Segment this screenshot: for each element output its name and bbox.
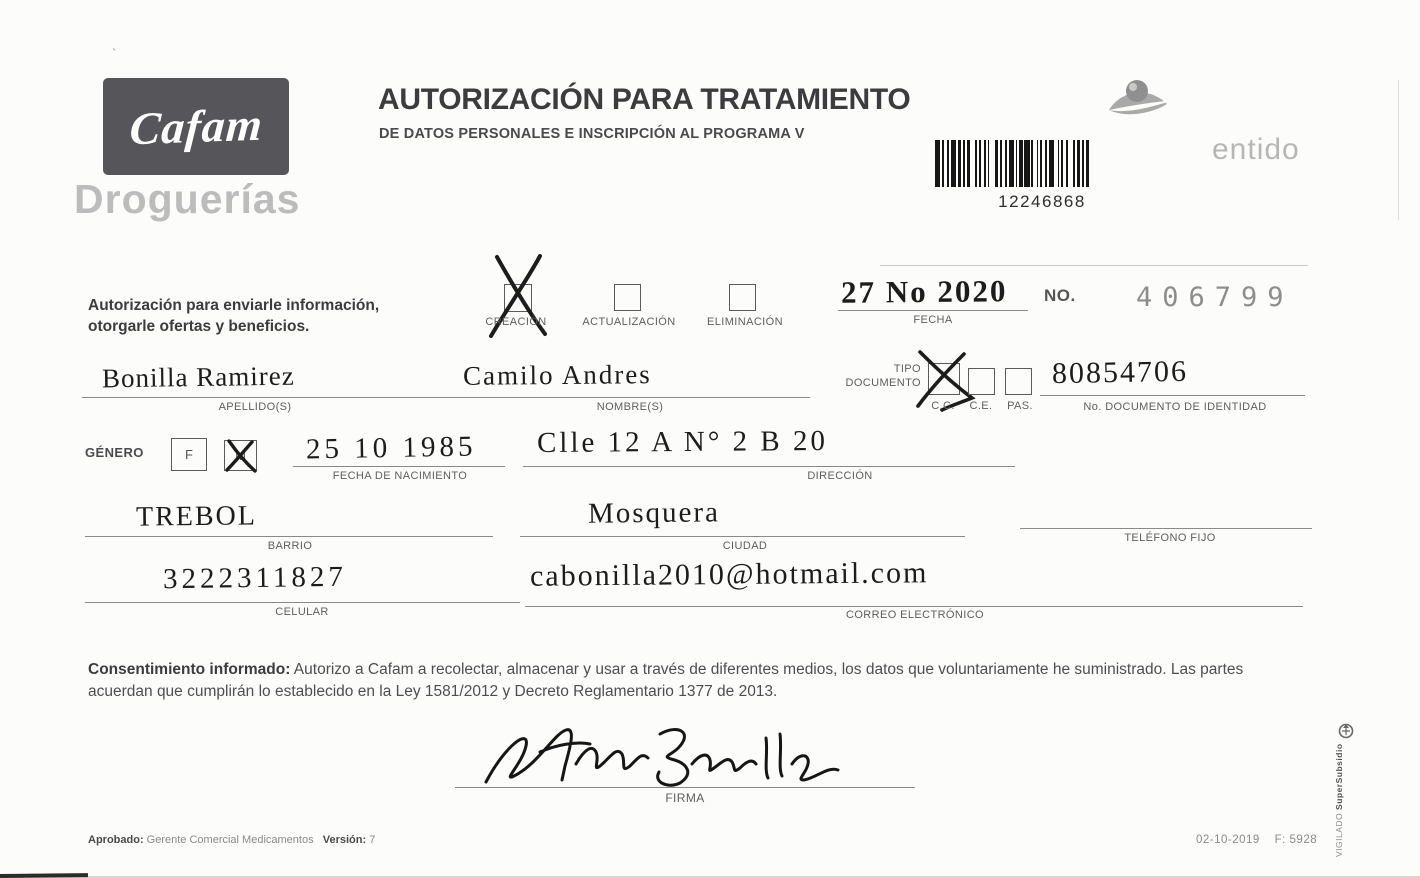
aprobado-value: Gerente Comercial Medicamentos — [146, 834, 314, 846]
eye-icon — [1101, 76, 1179, 124]
ce-label: C.E. — [969, 400, 993, 412]
apellidos-handwritten-value: Bonilla Ramirez — [101, 360, 295, 394]
scan-speck: ` — [112, 46, 117, 61]
partial-watermark-text: entido — [1212, 133, 1300, 166]
telefono-label: TELÉFONO FIJO — [1124, 532, 1216, 544]
scan-edge-right — [1398, 80, 1399, 220]
signature-handwriting — [478, 722, 888, 800]
firma-label: FIRMA — [665, 791, 705, 805]
supersubsidio-text: SuperSubsidio — [1334, 743, 1344, 810]
checkbox-genero-m — [224, 440, 257, 471]
pas-label: PAS. — [1007, 400, 1033, 412]
documento-line — [1040, 395, 1305, 396]
firma-line — [455, 787, 915, 788]
cc-label: C.C. — [931, 400, 955, 412]
checkbox-genero-f — [171, 438, 207, 471]
barrio-handwritten-value: TREBOL — [135, 500, 258, 533]
correo-line — [525, 606, 1303, 607]
barcode-number: 12246868 — [998, 192, 1086, 211]
barrio-label: BARRIO — [267, 540, 313, 552]
cafam-logo-text: Cafam — [127, 98, 265, 155]
checkbox-creacion — [504, 284, 532, 312]
tipo-documento-label — [845, 362, 921, 391]
form-title: AUTORIZACIÓN PARA TRATAMIENTO — [378, 83, 911, 116]
documento-label: No. DOCUMENTO DE IDENTIDAD — [1083, 401, 1267, 413]
fecha-nacimiento-label: FECHA DE NACIMIENTO — [332, 470, 468, 482]
vigilado-text: VIGILADO — [1334, 812, 1344, 857]
droguerias-label: Droguerías — [74, 176, 301, 222]
checkbox-actualizacion — [614, 284, 641, 311]
fecha-nacimiento-line — [293, 466, 505, 467]
apellidos-line — [82, 397, 492, 398]
nombres-label: NOMBRE(S) — [596, 401, 664, 413]
consecutive-number-stamp: 406799 — [1136, 282, 1294, 313]
direccion-label: DIRECCIÓN — [807, 470, 873, 482]
checkbox-pas — [1005, 368, 1032, 395]
checkbox-cc — [928, 363, 960, 395]
checkbox-ce — [968, 368, 995, 395]
tipo-label-line2: DOCUMENTO — [845, 377, 921, 390]
checkbox-label-creacion: CREACIÓN — [485, 316, 547, 328]
checkbox-label-actualizacion: ACTUALIZACIÓN — [582, 316, 676, 328]
genero-label: GÉNERO — [85, 445, 144, 460]
ciudad-handwritten-value: Mosquera — [587, 496, 721, 530]
intro-line-2: otorgarle ofertas y beneficios. — [88, 317, 310, 335]
ciudad-label: CIUDAD — [722, 540, 768, 552]
footer-form-code: F: 5928 — [1274, 834, 1318, 846]
documento-handwritten-value: 80854706 — [1051, 354, 1189, 391]
direccion-handwritten-value: Clle 12 A N° 2 B 20 — [536, 424, 829, 460]
supersubsidio-emblem-icon — [1336, 720, 1356, 740]
genero-m-letter: M — [235, 448, 246, 463]
tipo-label-line1: TIPO — [893, 363, 921, 375]
direccion-line — [523, 466, 1015, 467]
consent-paragraph — [88, 659, 1308, 704]
cafam-logo — [103, 78, 289, 175]
nombres-line — [455, 397, 810, 398]
version-label: Versión: — [322, 834, 367, 846]
genero-f-letter: F — [185, 447, 193, 462]
scan-line-artifact — [880, 265, 1308, 266]
version-value: 7 — [369, 834, 376, 846]
fecha-nacimiento-handwritten-value: 25 10 1985 — [305, 430, 477, 466]
correo-label: CORREO ELECTRÓNICO — [846, 609, 984, 621]
celular-label: CELULAR — [275, 606, 329, 618]
intro-line-1: Autorización para enviarle información, — [88, 297, 380, 314]
ciudad-line — [520, 536, 965, 537]
consent-text: Autorizo a Cafam a recolectar, almacenar y usar a través de diferentes medios, los datos que voluntariamente he suministrado. Las partes acuerdan que cumplirán lo establecido en la Ley 1581/2012 y Decreto Reglamentario 1377 de 2013. — [88, 661, 1244, 701]
fecha-label: FECHA — [913, 314, 953, 326]
barcode-bars — [935, 140, 1149, 187]
aprobado-label: Aprobado: — [88, 834, 144, 846]
barrio-line — [85, 536, 493, 537]
apellidos-label: APELLIDO(S) — [218, 401, 292, 413]
intro-text — [88, 296, 379, 338]
telefono-line — [1020, 528, 1312, 529]
fecha-handwritten-value: 27 No 2020 — [840, 273, 1008, 310]
vigilado-vertical-text — [1334, 743, 1344, 857]
form-subtitle: DE DATOS PERSONALES E INSCRIPCIÓN AL PROGRAMA V — [379, 126, 805, 142]
fecha-line — [838, 310, 1028, 311]
consent-bold-prefix: Consentimiento informado: — [88, 661, 291, 678]
celular-line — [85, 602, 520, 603]
footer-date-code — [1196, 834, 1317, 846]
celular-handwritten-value: 3222311827 — [162, 560, 348, 596]
correo-handwritten-value: cabonilla2010@hotmail.com — [529, 556, 929, 593]
nombres-handwritten-value: Camilo Andres — [462, 359, 652, 391]
checkbox-label-eliminacion: ELIMINACIÓN — [707, 316, 783, 328]
checkbox-eliminacion — [729, 284, 756, 311]
no-label: NO. — [1044, 286, 1076, 305]
footer-approval — [88, 834, 375, 846]
footer-date: 02-10-2019 — [1196, 834, 1260, 846]
